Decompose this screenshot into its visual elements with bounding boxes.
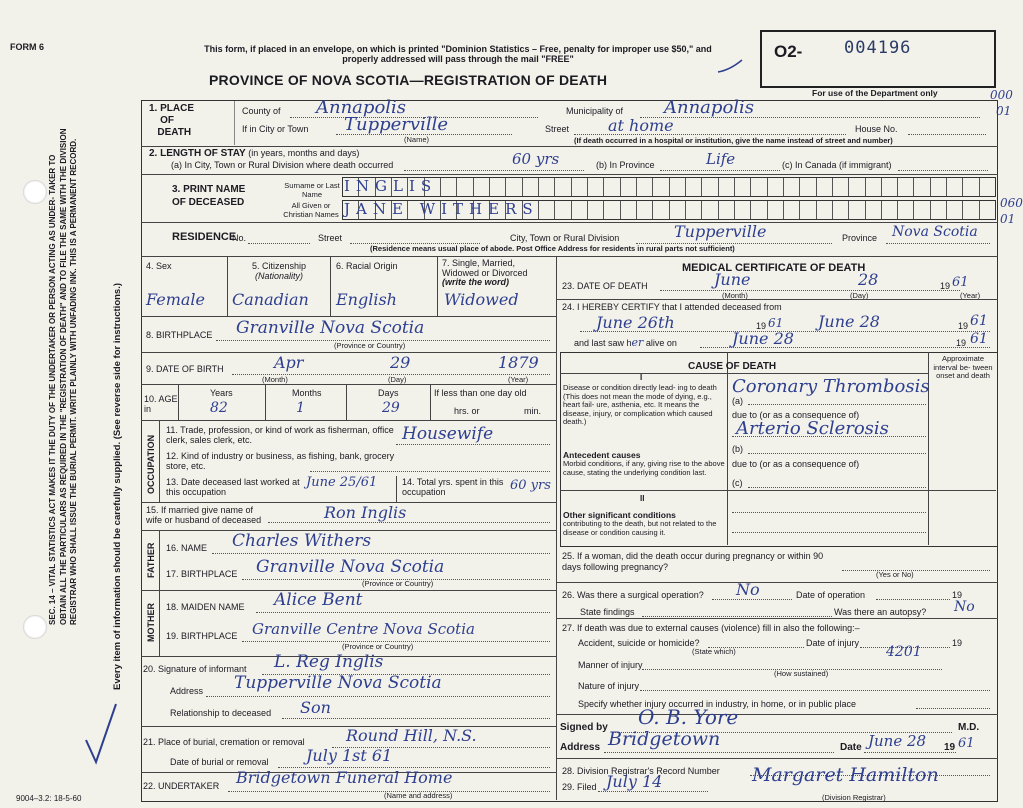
death-month: June — [714, 270, 751, 289]
father-name-label: 16. NAME — [166, 543, 208, 553]
relationship-value: Son — [300, 698, 331, 717]
citizenship-label: 5. Citizenship (Nationality) — [251, 261, 307, 281]
antecedent-label: Antecedent causes — [563, 450, 641, 460]
filed-label: 29. Filed — [562, 782, 597, 792]
burial-place-value: Round Hill, N.S. — [346, 726, 477, 745]
last-saw-year: 61 — [970, 331, 988, 347]
father-name-value: Charles Withers — [232, 531, 372, 551]
autopsy-label: Was there an autopsy? — [834, 607, 927, 617]
attendance-label: 24. I HEREBY CERTIFY that I attended deceased from — [562, 302, 782, 312]
external-causes-label: 27. If death was due to external causes (violence) fill in also the following:– — [562, 623, 860, 633]
autopsy-value: No — [954, 599, 975, 615]
last-worked-value: June 25/61 — [306, 475, 378, 490]
marital-value: Widowed — [444, 290, 519, 309]
registration-number: 004196 — [844, 38, 912, 58]
death-day-sub: (Day) — [850, 291, 869, 300]
age-years-label: Years — [210, 388, 233, 398]
date-of-death-label: 23. DATE OF DEATH — [562, 281, 648, 291]
racial-origin-label: 6. Racial Origin — [336, 261, 398, 271]
industry-label: 12. Kind of industry or business, as fishing, bank, grocery store, etc. — [166, 451, 395, 471]
injury-date-label: Date of injury — [806, 638, 860, 648]
burial-date-value: July 1st 61 — [306, 746, 393, 765]
registrar-sub: (Division Registrar) — [822, 793, 886, 802]
cause-title: CAUSE OF DEATH — [688, 361, 777, 372]
cert-date-year: 61 — [958, 736, 975, 751]
pregnancy-label: 25. If a woman, did the death occur during pregnancy or within 90 days following pregnancy? — [562, 551, 824, 572]
print-name-label: 3. PRINT NAME OF DECEASED — [172, 184, 246, 208]
other-conditions-note: contributing to the death, but not related to the disease or condition causing it. — [563, 519, 717, 537]
father-side-label: FATHER — [146, 542, 156, 578]
statute-side-text: SEC. 14 – VITAL STATISTICS ACT MAKES IT THE DUTY OF THE UNDERTAKER OR PERSON ACTING AS UNDER- TAKER TO OBTAIN ALL THE PARTICULARS AS REQUIRED IN THE "REGISTRATION OF DEATH" AND TO FILE THE SAME WITH THE DIVISION REGISTRAR WHO SHALL ISSUE THE BURIAL PERMIT. WRITE PLAINLY WITH UNFADING INK. THIS IS A PERMANENT RECORD. — [48, 128, 78, 625]
filed-value: July 14 — [606, 772, 663, 791]
burial-date-label: Date of burial or removal — [170, 757, 269, 767]
direct-cause-label: Disease or condition directly lead- ing to death (This does not mean the mode of dying, e.g., heart fail- ure, asthenia, etc. It means the disease, injury, or complication which caused death.) — [563, 383, 717, 426]
dob-day-sub: (Day) — [388, 375, 407, 384]
mother-birthplace-label: 19. BIRTHPLACE — [166, 631, 238, 641]
maiden-name-value: Alice Bent — [274, 590, 363, 610]
mail-note: This form, if placed in an envelope, on which is printed "Dominion Statistics – Free, penalty for improper use $50," and properly addressed will pass through the mail "FREE" — [204, 44, 712, 64]
stay-city-value: 60 yrs — [512, 150, 560, 168]
record-number-label: 28. Division Registrar's Record Number — [562, 766, 720, 776]
dob-month-sub: (Month) — [262, 375, 288, 384]
street-value: at home — [608, 116, 674, 135]
registration-number-box — [760, 30, 996, 88]
death-year: 61 — [952, 275, 969, 290]
burial-place-label: 21. Place of burial, cremation or removal — [143, 737, 305, 747]
manner-label: Manner of injury — [578, 660, 643, 670]
street-label: Street — [545, 124, 570, 134]
attended-from: June 26th — [596, 313, 675, 332]
city-label: If in City or Town — [242, 124, 309, 134]
surgical-operation-value: No — [736, 580, 760, 599]
section-1-label: I — [640, 373, 643, 382]
mother-birthplace-sub: (Province or Country) — [342, 642, 414, 651]
other-conditions-label: Other significant conditions — [563, 510, 676, 520]
antecedent-note: Morbid conditions, if any, giving rise to the above cause, stating the underlying condition last. — [563, 459, 725, 477]
cert-date-value: June 28 — [868, 732, 927, 750]
physician-signature: O. B. Yore — [638, 705, 739, 729]
length-of-stay-label: 2. LENGTH OF STAY (in years, months and days) — [149, 148, 360, 159]
cause-a-value: Coronary Thrombosis — [732, 376, 930, 397]
age-minutes-label: min. — [524, 406, 542, 416]
birthplace-value: Granville Nova Scotia — [236, 318, 425, 338]
informant-address-label: Address — [170, 686, 204, 696]
undertaker-label: 22. UNDERTAKER — [143, 781, 220, 791]
margin-code-2: 01 — [996, 104, 1012, 118]
cert-date-year-prefix: 19 — [944, 742, 956, 753]
informant-signature: L. Reg Inglis — [274, 652, 384, 672]
occupation-side-label: OCCUPATION — [146, 434, 156, 494]
residence-province-value: Nova Scotia — [892, 224, 978, 240]
father-birthplace-label: 17. BIRTHPLACE — [166, 569, 238, 579]
operation-year-prefix: 19 — [952, 590, 963, 600]
attended-from-year: 61 — [768, 316, 784, 330]
physician-address-value: Bridgetown — [608, 728, 721, 750]
age-months-label: Months — [292, 388, 322, 398]
county-label: County of — [242, 106, 281, 116]
place-label: 1. PLACE OF DEATH — [149, 103, 195, 138]
physician-address-label: Address — [560, 742, 601, 753]
undertaker-sub: (Name and address) — [384, 791, 453, 800]
attended-to: June 28 — [818, 312, 880, 331]
due-to-label-2: due to (or as a consequence of) — [732, 459, 860, 469]
nature-label: Nature of injury — [578, 681, 640, 691]
father-birthplace-sub: (Province or Country) — [362, 579, 434, 588]
dob-year: 1879 — [498, 353, 539, 372]
informant-address-value: Tupperville Nova Scotia — [234, 673, 442, 693]
punch-hole-bottom — [23, 615, 47, 639]
footer-code: 9004–3.2: 18-5-60 — [16, 794, 82, 803]
punch-hole-top — [23, 180, 47, 204]
death-month-sub: (Month) — [722, 291, 748, 300]
section-2-label: II — [640, 494, 645, 503]
total-years-label: 14. Total yrs. spent in this occupation — [402, 477, 504, 497]
manner-code: 4201 — [886, 644, 922, 660]
how-sustained-sub: (How sustained) — [774, 669, 829, 678]
attended-to-year-prefix: 19 — [958, 321, 969, 331]
death-day: 28 — [858, 270, 879, 289]
birthplace-label: 8. BIRTHPLACE — [146, 330, 213, 340]
form-number: FORM 6 — [10, 42, 45, 52]
dob-label: 9. DATE OF BIRTH — [146, 364, 224, 374]
age-years-value: 82 — [210, 400, 228, 416]
state-which-sub: (State which) — [692, 647, 736, 656]
age-days-label: Days — [378, 388, 399, 398]
form-title: PROVINCE OF NOVA SCOTIA—REGISTRATION OF DEATH — [209, 72, 608, 88]
citizenship-value: Canadian — [232, 290, 309, 309]
birthplace-sub: (Province or Country) — [334, 341, 406, 350]
surname-label: Surname or Last Name — [284, 181, 340, 199]
age-days-value: 29 — [382, 400, 400, 416]
surname-value: INGLIS — [344, 177, 438, 195]
margin-code-4: 01 — [1000, 212, 1016, 226]
injury-year-prefix: 19 — [952, 638, 963, 648]
death-year-sub: (Year) — [960, 291, 981, 300]
margin-code-3: 060 — [1000, 196, 1023, 210]
residence-division-value: Tupperville — [674, 222, 767, 241]
operation-date-label: Date of operation — [796, 590, 866, 600]
total-years-value: 60 yrs — [510, 478, 551, 493]
residence-no-label: No. — [232, 233, 247, 243]
dob-day: 29 — [390, 353, 411, 372]
residence-street-label: Street — [318, 233, 343, 243]
surgical-operation-label: 26. Was there a surgical operation? — [562, 590, 704, 600]
surname-grid — [342, 177, 996, 197]
md-label: M.D. — [958, 722, 980, 733]
stay-city-label: (a) In City, Town or Rural Division where death occurred — [171, 160, 394, 170]
attended-from-year-prefix: 19 — [756, 321, 767, 331]
given-names-label: All Given or Christian Names — [283, 201, 339, 219]
house-number-label: House No. — [855, 124, 898, 134]
stay-province-label: (b) In Province — [596, 160, 655, 170]
spouse-label: 15. If married give name of wife or husband of deceased — [146, 505, 262, 525]
age-hours-label: hrs. or — [454, 406, 480, 416]
marital-label: 7. Single, Married, Widowed or Divorced (write the word) — [442, 258, 528, 287]
yes-no-sub: (Yes or No) — [876, 570, 914, 579]
trade-value: Housewife — [402, 424, 494, 444]
municipality-value: Annapolis — [664, 97, 755, 118]
last-saw-label: and last saw her alive on — [574, 336, 677, 349]
last-worked-label: 13. Date deceased last worked at this occupation — [166, 477, 300, 497]
city-value: Tupperville — [344, 114, 448, 135]
undertaker-value: Bridgetown Funeral Home — [236, 768, 453, 787]
last-saw-year-prefix: 19 — [956, 338, 967, 348]
death-year-prefix: 19 — [940, 281, 951, 291]
relationship-label: Relationship to deceased — [170, 708, 272, 718]
age-months-value: 1 — [296, 400, 305, 416]
dob-month: Apr — [274, 353, 304, 372]
accident-label: Accident, suicide or homicide? — [578, 638, 700, 648]
age-less-label: If less than one day old — [434, 388, 527, 398]
age-label: 10. AGE in — [144, 394, 178, 414]
state-findings-label: State findings — [580, 607, 635, 617]
attended-to-year: 61 — [970, 313, 988, 329]
residence-province-label: Province — [842, 233, 878, 243]
hospital-note: (If death occurred in a hospital or institution, give the name instead of street and number) — [574, 136, 893, 145]
name-sublabel: (Name) — [404, 135, 430, 144]
mother-birthplace-value: Granville Centre Nova Scotia — [252, 620, 475, 638]
due-to-label-1: due to (or as a consequence of) — [732, 410, 860, 420]
pen-mark-icon — [716, 58, 746, 78]
interval-label: Approximate interval be- tween onset and death — [933, 354, 993, 380]
department-use-label: For use of the Department only — [812, 88, 938, 98]
municipality-label: Municipality of — [566, 106, 624, 116]
sex-value: Female — [146, 290, 205, 309]
residence-label: RESIDENCE — [172, 231, 237, 243]
county-value: Annapolis — [316, 97, 407, 118]
stay-province-value: Life — [706, 150, 736, 168]
cause-b-value: Arterio Sclerosis — [736, 418, 889, 439]
sex-label: 4. Sex — [146, 261, 172, 271]
cert-date-label: Date — [840, 742, 862, 753]
given-names-value: JANE WITHERS — [344, 200, 539, 218]
checkmark-icon — [82, 700, 122, 770]
mother-side-label: MOTHER — [146, 603, 156, 642]
margin-code-1: 000 — [990, 88, 1013, 102]
stay-canada-label: (c) In Canada (if immigrant) — [782, 160, 892, 170]
last-saw-date: June 28 — [732, 329, 794, 348]
father-birthplace-value: Granville Nova Scotia — [256, 557, 445, 577]
trade-label: 11. Trade, profession, or kind of work as fisherman, office clerk, sales clerk, etc. — [166, 425, 394, 445]
instructions-side-text: Every item of information should be carefully supplied. (See reverse side for instructions.) — [112, 282, 123, 690]
medical-title: MEDICAL CERTIFICATE OF DEATH — [682, 262, 866, 274]
racial-origin-value: English — [336, 290, 397, 309]
dob-year-sub: (Year) — [508, 375, 529, 384]
signed-by-label: Signed by — [560, 722, 608, 733]
maiden-name-label: 18. MAIDEN NAME — [166, 602, 245, 612]
specify-label: Specify whether injury occurred in industry, in home, or in public place — [578, 699, 856, 709]
informant-label: 20. Signature of informant — [143, 664, 247, 674]
registrar-signature: Margaret Hamilton — [752, 764, 939, 786]
spouse-value: Ron Inglis — [324, 503, 407, 522]
residence-note: (Residence means usual place of abode. Post Office Address for residents in rural parts not sufficient) — [370, 244, 735, 253]
residence-division-label: City, Town or Rural Division — [510, 233, 620, 243]
registration-prefix: O2- — [774, 42, 803, 61]
